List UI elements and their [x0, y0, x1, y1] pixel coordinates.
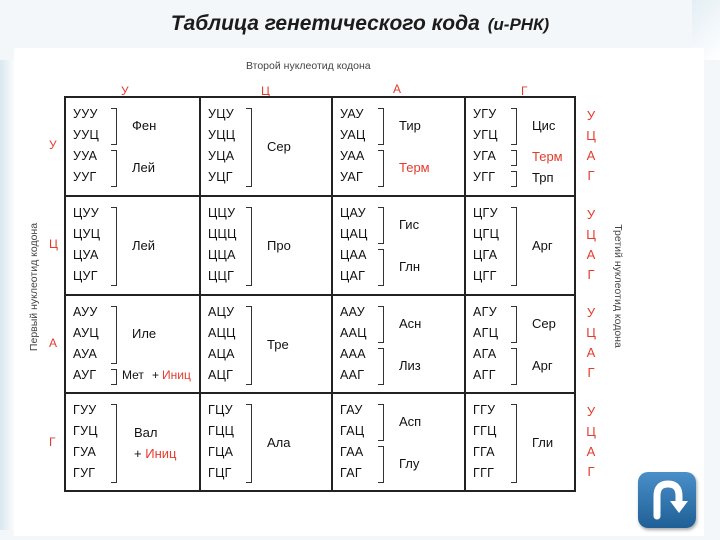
- codon-text: ААГ: [340, 368, 365, 382]
- third-nucleotide-letter: А: [586, 148, 596, 163]
- codon-text: АЦА: [208, 347, 235, 361]
- codon-bracket: [111, 207, 117, 286]
- table-cell: [201, 197, 335, 296]
- amino-acid-label: Гли: [532, 434, 554, 450]
- codon-bracket: [246, 306, 252, 385]
- third-nucleotide-letter: А: [586, 345, 596, 360]
- third-nucleotide-letter: У: [586, 108, 596, 123]
- amino-acid-label: Лей: [132, 159, 156, 175]
- table-cell: [333, 197, 467, 296]
- codon-bracket: [111, 369, 117, 385]
- codon-text: ЦАЦ: [340, 227, 368, 241]
- amino-acid-label: Мет: [122, 368, 144, 382]
- codon-text: ЦАА: [340, 248, 367, 262]
- codon-text: ГУГ: [73, 466, 96, 480]
- third-nucleotide-letter: Ц: [586, 226, 596, 242]
- amino-acid-label: Глн: [399, 258, 421, 274]
- first-nucleotide-header: Первый нуклеотид кодона: [28, 222, 40, 352]
- table-cell: [466, 98, 600, 197]
- amino-acid-label: Арг: [532, 357, 553, 373]
- second-nucleotide-header: Второй нуклеотид кодона: [246, 60, 371, 72]
- table-cell: [201, 296, 335, 395]
- codon-bracket: [378, 446, 384, 483]
- codon-text: АЦЦ: [208, 326, 236, 340]
- codon-text: УГУ: [473, 107, 497, 121]
- codon-bracket: [246, 207, 252, 286]
- codon-text: ЦУГ: [73, 269, 98, 283]
- third-nucleotide-header: Третий нуклеотид кодона: [612, 224, 624, 348]
- amino-acid-label: Асн: [399, 315, 422, 331]
- third-nucleotide-letter: Ц: [586, 128, 596, 143]
- codon-text: ГАГ: [340, 466, 362, 480]
- codon-text: ЦЦЦ: [208, 227, 237, 241]
- codon-text: ГАЦ: [340, 424, 365, 438]
- amino-acid-label: Цис: [532, 117, 556, 133]
- third-nucleotide-letter: У: [586, 305, 596, 320]
- first-letter-u: У: [49, 138, 57, 152]
- codon-text: УАА: [340, 149, 365, 163]
- codon-bracket: [378, 150, 384, 187]
- codon-text: УАЦ: [340, 128, 366, 142]
- codon-text: УАГ: [340, 170, 364, 184]
- codon-bracket: [111, 306, 117, 364]
- first-letter-c: Ц: [49, 237, 58, 251]
- table-cell: [466, 296, 600, 395]
- codon-text: ГГЦ: [473, 424, 497, 438]
- codon-text: ГУУ: [73, 403, 97, 417]
- codon-text: ГЦА: [208, 445, 234, 459]
- codon-text: АУУ: [73, 305, 98, 319]
- third-nucleotide-letter: Ц: [586, 423, 596, 439]
- codon-text: УАУ: [340, 107, 364, 121]
- table-cell: [66, 296, 200, 395]
- initiation-label: Иниц: [162, 368, 191, 382]
- title-text: Таблица генетического кода: [170, 12, 480, 35]
- codon-text: ГАУ: [340, 403, 363, 417]
- amino-acid-label: +: [152, 368, 160, 382]
- codon-text: ЦГГ: [473, 269, 497, 283]
- first-letter-g: Г: [49, 435, 56, 449]
- codon-bracket: [111, 150, 117, 187]
- table-cell: [333, 394, 467, 493]
- codon-text: ЦАГ: [340, 269, 366, 283]
- stop-codon-label: Терм: [532, 149, 563, 164]
- codon-text: УУЦ: [73, 128, 100, 142]
- codon-text: ГГА: [473, 445, 495, 459]
- codon-text: УЦА: [208, 149, 235, 163]
- third-nucleotide-letter: Г: [587, 463, 595, 479]
- codon-text: ААЦ: [340, 326, 367, 340]
- codon-text: АУЦ: [73, 326, 99, 340]
- genetic-code-table: [64, 96, 576, 492]
- third-nucleotide-letter: Г: [587, 168, 595, 183]
- third-nucleotide-letter: Ц: [586, 325, 596, 340]
- amino-acid-label: Арг: [532, 237, 553, 253]
- codon-bracket: [378, 108, 384, 145]
- codon-text: ГГГ: [473, 466, 495, 480]
- table-cell: [66, 98, 200, 197]
- codon-text: АГА: [473, 347, 497, 361]
- codon-text: ААА: [340, 347, 366, 361]
- third-nucleotide-letter: У: [586, 403, 596, 419]
- table-cell: [333, 296, 467, 395]
- second-letter-g: Г: [521, 84, 528, 98]
- codon-text: ЦГА: [473, 248, 498, 262]
- codon-bracket: [511, 306, 517, 343]
- amino-acid-label: Фен: [132, 117, 157, 133]
- codon-bracket: [511, 171, 517, 187]
- codon-text: АЦУ: [208, 305, 235, 319]
- amino-acid-label: Лей: [132, 237, 156, 253]
- back-button[interactable]: [638, 472, 696, 528]
- codon-bracket: [378, 306, 384, 343]
- amino-acid-label: Глу: [399, 455, 420, 471]
- codon-text: ЦУЦ: [73, 227, 101, 241]
- amino-acid-label: Тир: [399, 117, 421, 133]
- codon-text: ЦУА: [73, 248, 99, 262]
- third-nucleotide-letter: Г: [587, 365, 595, 380]
- codon-text: ЦАУ: [340, 206, 366, 220]
- codon-bracket: [378, 348, 384, 385]
- codon-text: ЦЦГ: [208, 269, 235, 283]
- codon-text: ЦГУ: [473, 206, 498, 220]
- amino-acid-label: Ала: [267, 434, 291, 450]
- codon-bracket: [111, 108, 117, 145]
- table-cell: [466, 394, 600, 493]
- codon-text: ЦЦУ: [208, 206, 236, 220]
- second-letter-a: А: [393, 82, 402, 96]
- codon-bracket: [511, 108, 517, 145]
- stop-codon-label: Терм: [399, 159, 430, 175]
- table-cell: [66, 394, 200, 493]
- amino-acid-label: Лиз: [399, 357, 421, 373]
- codon-bracket: [511, 150, 517, 166]
- codon-text: АУА: [73, 347, 98, 361]
- table-cell: [201, 394, 335, 493]
- codon-bracket: [378, 404, 384, 441]
- codon-text: УГА: [473, 149, 497, 163]
- amino-acid-label: Сер: [267, 138, 291, 154]
- third-nucleotide-letter: А: [586, 246, 596, 262]
- codon-text: ГЦУ: [208, 403, 233, 417]
- codon-bracket: [246, 404, 252, 483]
- slide-title: [0, 12, 720, 36]
- codon-text: АГГ: [473, 368, 496, 382]
- amino-acid-label: Про: [267, 237, 291, 253]
- title-subtitle: (и-РНК): [487, 15, 550, 34]
- codon-text: УУУ: [73, 107, 98, 121]
- codon-bracket: [511, 207, 517, 286]
- codon-text: ЦУУ: [73, 206, 100, 220]
- codon-text: ГЦГ: [208, 466, 232, 480]
- third-nucleotide-letter: Г: [587, 266, 595, 282]
- initiation-label: + Иниц: [134, 445, 177, 461]
- codon-bracket: [378, 207, 384, 244]
- codon-text: ГУА: [73, 445, 97, 459]
- codon-text: УЦГ: [208, 170, 233, 184]
- codon-text: ГГУ: [473, 403, 496, 417]
- codon-text: ЦГЦ: [473, 227, 500, 241]
- table-cell: [466, 197, 600, 296]
- codon-text: УГЦ: [473, 128, 498, 142]
- codon-text: АГЦ: [473, 326, 499, 340]
- second-letter-c: Ц: [261, 84, 270, 98]
- first-letter-a: А: [49, 336, 58, 350]
- codon-text: УУГ: [73, 170, 97, 184]
- codon-bracket: [511, 404, 517, 483]
- codon-text: ГЦЦ: [208, 424, 235, 438]
- third-nucleotide-letter: А: [586, 443, 596, 459]
- codon-text: АГУ: [473, 305, 497, 319]
- amino-acid-label: Гис: [399, 216, 420, 232]
- codon-text: УЦЦ: [208, 128, 236, 142]
- amino-acid-label: Сер: [532, 315, 556, 331]
- codon-text: ГУЦ: [73, 424, 98, 438]
- codon-text: УГГ: [473, 170, 496, 184]
- u-turn-arrow-icon: [638, 472, 696, 528]
- amino-acid-label: Иле: [132, 326, 157, 341]
- table-cell: [333, 98, 467, 197]
- codon-text: АЦГ: [208, 368, 234, 382]
- third-nucleotide-letter: У: [586, 206, 596, 222]
- amino-acid-label: Трп: [532, 170, 554, 185]
- amino-acid-label: Вал: [134, 424, 158, 440]
- codon-bracket: [511, 348, 517, 385]
- codon-text: АУГ: [73, 368, 97, 382]
- codon-text: УЦУ: [208, 107, 235, 121]
- amino-acid-label: Асп: [399, 413, 422, 429]
- codon-text: ААУ: [340, 305, 365, 319]
- codon-text: УУА: [73, 149, 98, 163]
- codon-text: ЦЦА: [208, 248, 236, 262]
- codon-bracket: [378, 249, 384, 286]
- table-cell: [201, 98, 335, 197]
- codon-text: ГАА: [340, 445, 364, 459]
- codon-bracket: [111, 404, 117, 483]
- amino-acid-label: Тре: [267, 336, 289, 352]
- codon-bracket: [246, 108, 252, 187]
- table-cell: [66, 197, 200, 296]
- second-letter-u: У: [121, 84, 129, 98]
